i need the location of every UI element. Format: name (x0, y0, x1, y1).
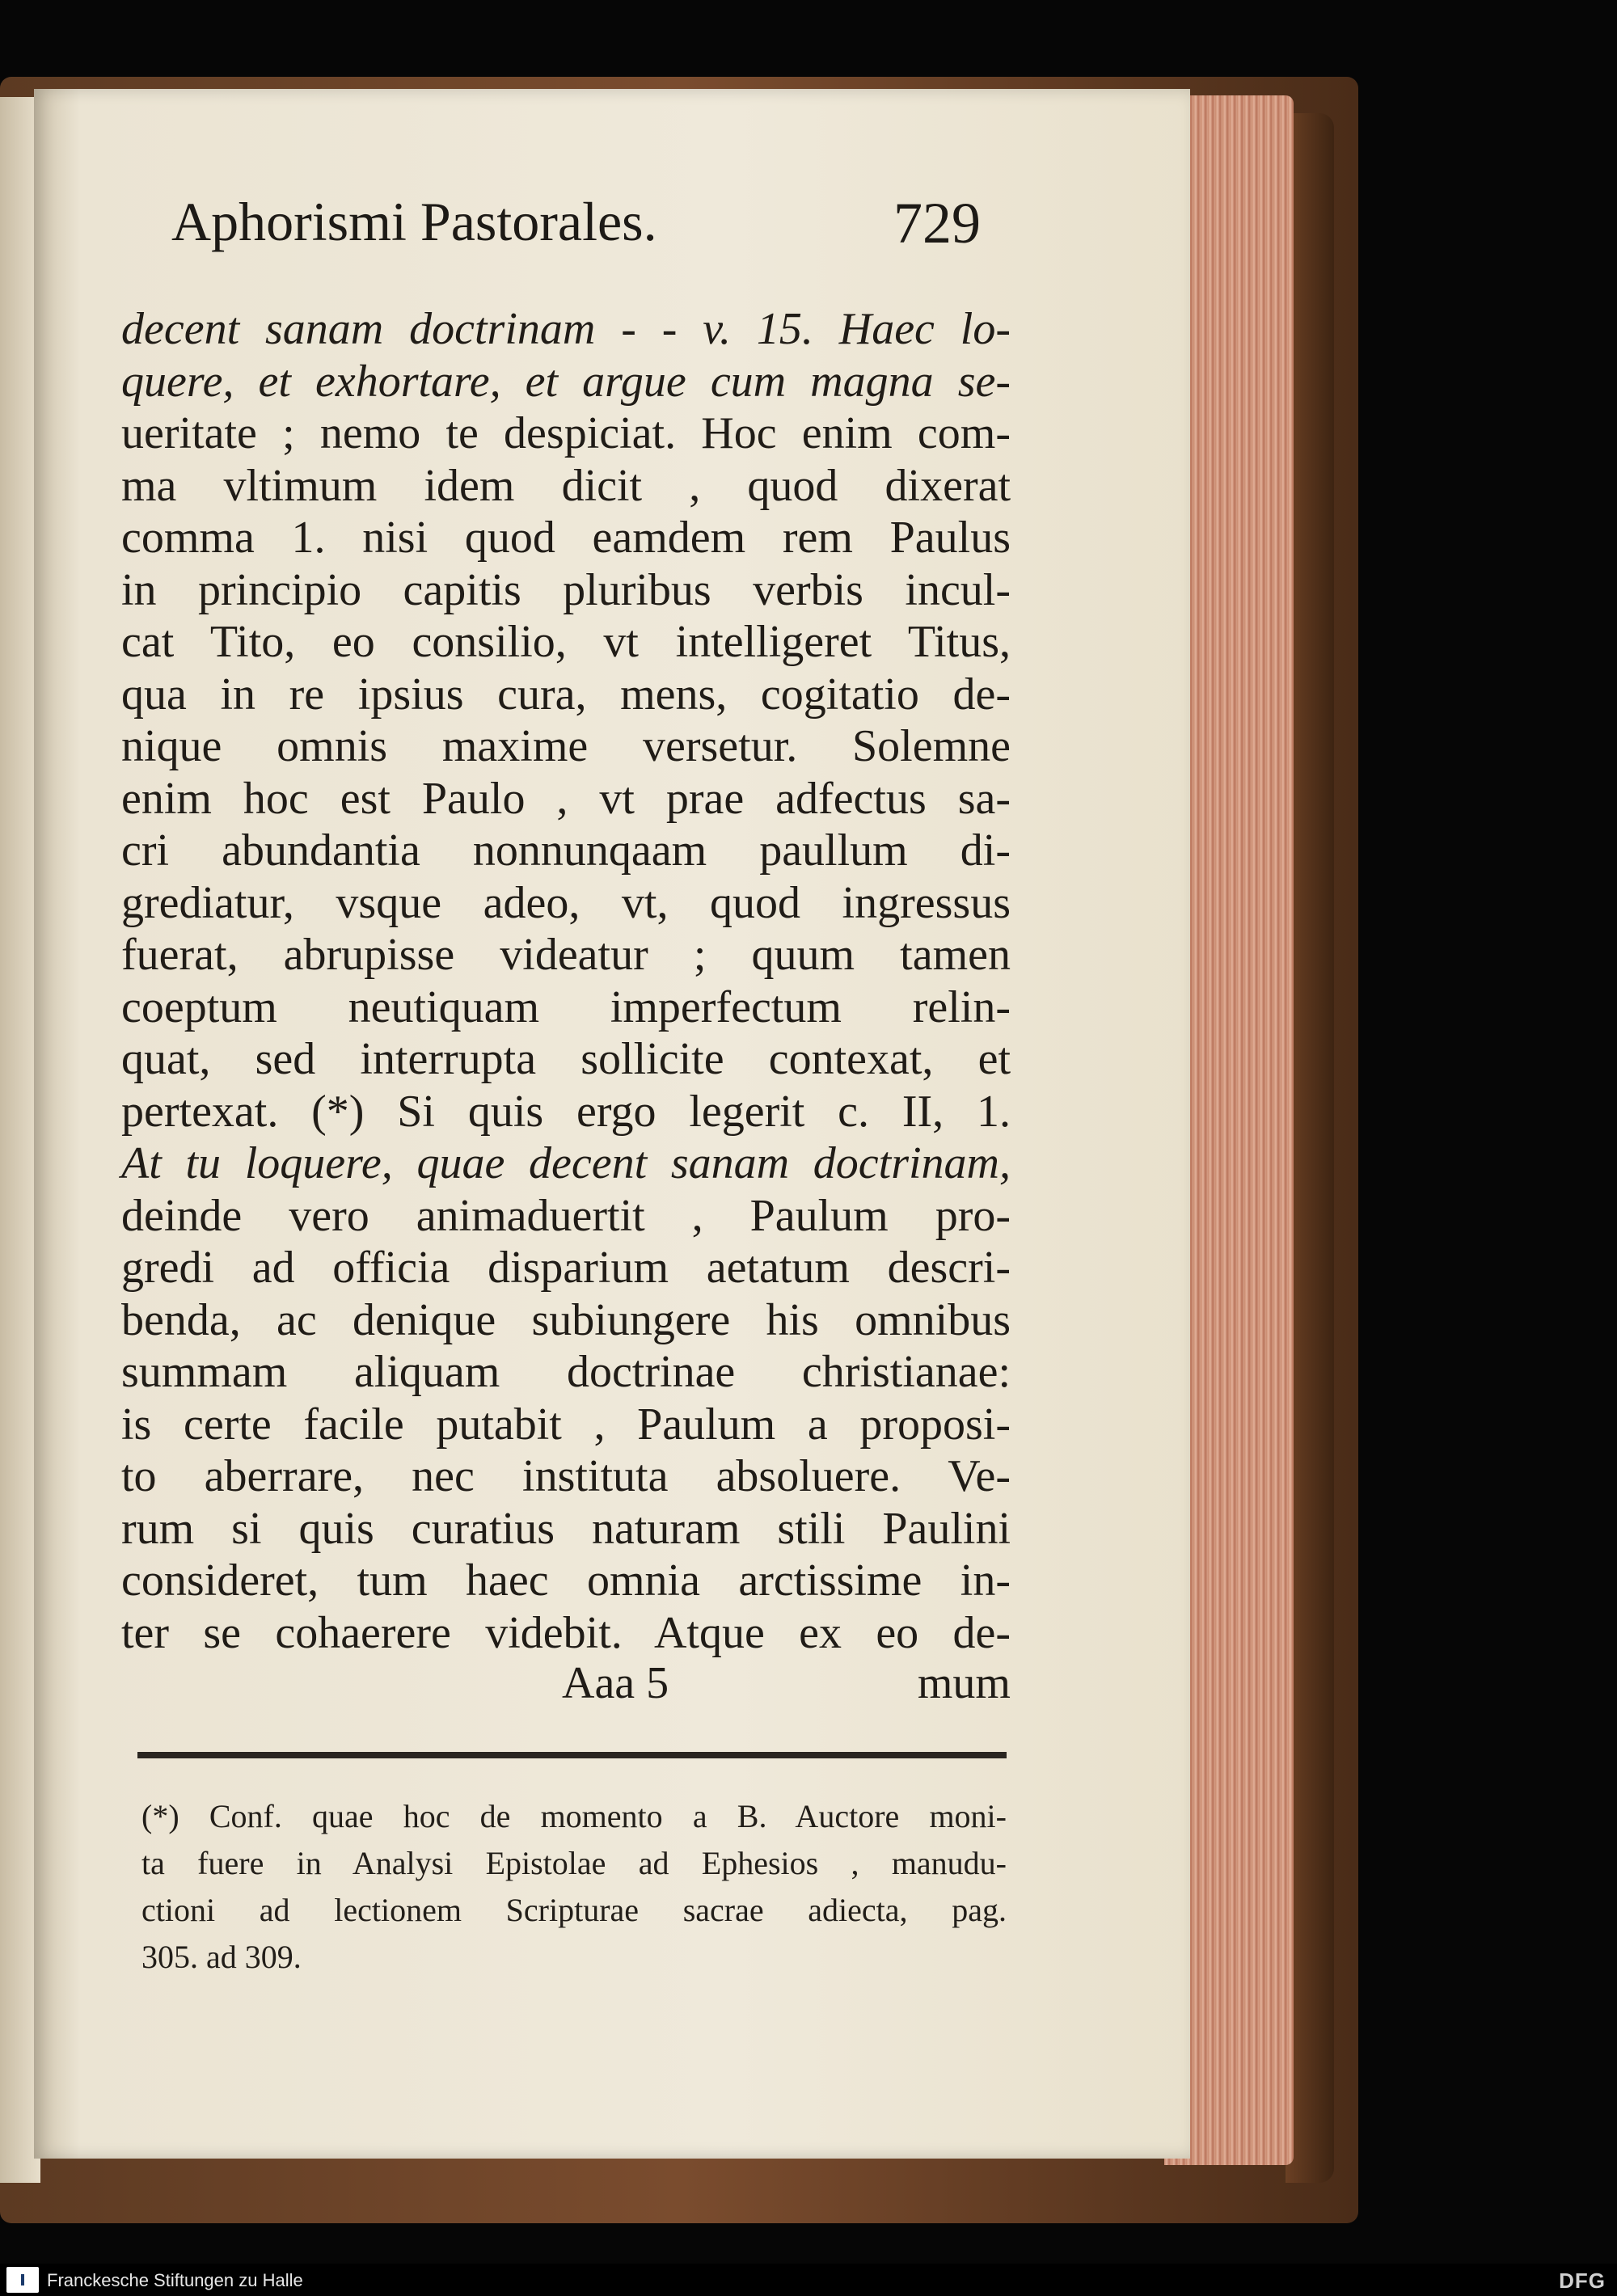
catchword: mum (917, 1658, 1011, 1708)
text-line: comma 1. nisi quod eamdem rem Paulus (121, 513, 1011, 563)
footnote-line: ctioni ad lectionem Scripturae sacrae adiecta, pag. (141, 1892, 1007, 1928)
footnote-rule (137, 1752, 1007, 1758)
text-line: quere, et exhortare, et argue cum magna se- (121, 356, 1011, 407)
text-line: qua in re ipsius cura, mens, cogitatio de- (121, 669, 1011, 720)
text-line: pertexat. (*) Si quis ergo legerit c. II, 1. (121, 1086, 1011, 1137)
text-line: ma vltimum idem dicit , quod dixerat (121, 460, 1011, 511)
dfg-logo: DFG (1559, 2269, 1606, 2293)
text-line: grediatur, vsque adeo, vt, quod ingressus (121, 877, 1011, 928)
text-line: nique omnis maxime versetur. Solemne (121, 721, 1011, 771)
text-line: quat, sed interrupta sollicite contexat, et (121, 1034, 1011, 1084)
page-number: 729 (893, 191, 981, 255)
institution-name: Franckesche Stiftungen zu Halle (47, 2270, 303, 2290)
text-line: deinde vero animaduertit , Paulum pro- (121, 1190, 1011, 1241)
text-line: summam aliquam doctrinae christianae: (121, 1347, 1011, 1397)
viewer-footer (0, 2264, 1617, 2296)
text-line: is certe facile putabit , Paulum a proposi- (121, 1399, 1011, 1450)
text-line: ueritate ; nemo te despiciat. Hoc enim com- (121, 408, 1011, 458)
text-line: fuerat, abrupisse videatur ; quum tamen (121, 930, 1011, 980)
institution-logo-icon (6, 2267, 39, 2293)
main-text (121, 303, 1011, 1659)
footnote-line: 305. ad 309. (141, 1939, 302, 1975)
text-line: in principio capitis pluribus verbis incul- (121, 564, 1011, 615)
text-line: benda, ac denique subiungere his omnibus (121, 1294, 1011, 1345)
text-line: coeptum neutiquam imperfectum relin- (121, 981, 1011, 1032)
text-line: At tu loquere, quae decent sanam doctrinam, (121, 1138, 1011, 1188)
text-line: consideret, tum haec omnia arctissime in- (121, 1555, 1011, 1606)
text-line: cat Tito, eo consilio, vt intelligeret Titus, (121, 617, 1011, 667)
text-line: decent sanam doctrinam - - v. 15. Haec lo- (121, 304, 1011, 354)
running-title: Aphorismi Pastorales. (171, 191, 657, 252)
text-line: to aberrare, nec instituta absoluere. Ve- (121, 1451, 1011, 1501)
text-line: rum si quis curatius naturam stili Paulini (121, 1503, 1011, 1554)
signature-row (121, 1657, 1011, 1714)
text-line: ter se cohaerere videbit. Atque ex eo de- (121, 1607, 1011, 1658)
text-line: enim hoc est Paulo , vt prae adfectus sa- (121, 773, 1011, 824)
text-line: gredi ad officia disparium aetatum descri- (121, 1243, 1011, 1293)
signature-mark: Aaa 5 (562, 1658, 669, 1708)
text-line: cri abundantia nonnunqaam paullum di- (121, 825, 1011, 876)
footnote (141, 1793, 1007, 1981)
footnote-line: ta fuere in Analysi Epistolae ad Ephesios , manudu- (141, 1845, 1007, 1881)
footnote-line: (*) Conf. quae hoc de momento a B. Auctore moni- (141, 1798, 1007, 1834)
